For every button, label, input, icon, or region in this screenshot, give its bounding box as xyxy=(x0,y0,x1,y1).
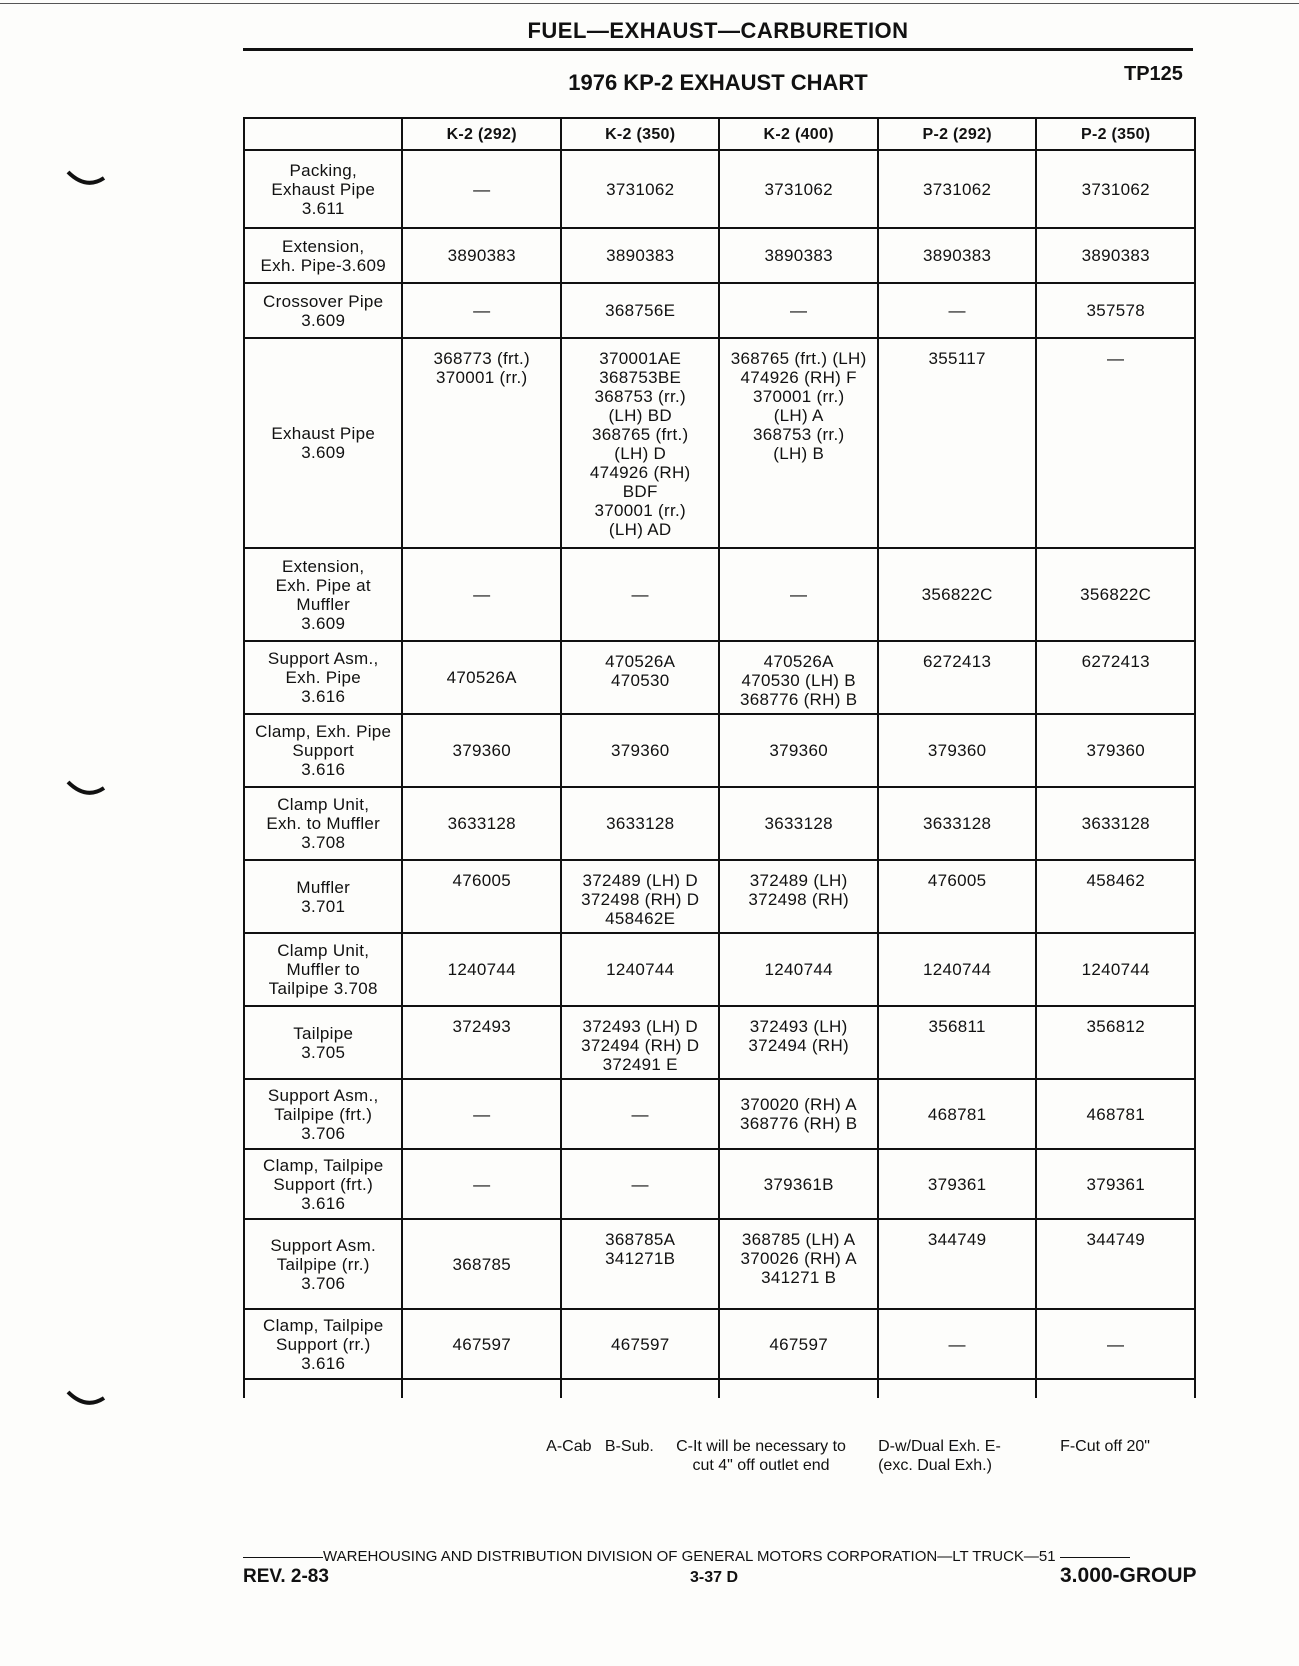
part-number-line: 6272413 xyxy=(923,652,992,671)
part-number-cell xyxy=(402,787,560,860)
part-number-cell xyxy=(1036,548,1195,641)
part-number-line: 3890383 xyxy=(447,246,516,265)
part-number-cell xyxy=(402,548,560,641)
note-line: A-Cab xyxy=(546,1438,592,1455)
part-number-line: 6272413 xyxy=(1081,652,1150,671)
table-tail-cell xyxy=(719,1379,877,1398)
part-number-line: 379360 xyxy=(769,741,828,760)
binder-hole-mark xyxy=(66,778,106,802)
note-line: D-w/Dual Exh. xyxy=(878,1438,981,1455)
table-row xyxy=(244,1219,1195,1309)
part-number-cell xyxy=(1036,283,1195,338)
part-number-cell xyxy=(561,338,719,548)
part-number-line: 3890383 xyxy=(1081,246,1150,265)
part-number-line: 372493 xyxy=(452,1017,511,1036)
part-number-line: 470526A xyxy=(605,652,676,671)
part-name-line: Exhaust Pipe xyxy=(271,424,376,443)
chart-title: 1976 KP-2 EXHAUST CHART xyxy=(568,70,868,95)
part-number-line: 467597 xyxy=(769,1334,828,1354)
table-row xyxy=(244,714,1195,787)
part-number-cell xyxy=(402,933,560,1006)
part-number-line: 470526A xyxy=(446,668,517,687)
part-number-line: 1240744 xyxy=(764,960,833,979)
part-number-line: 368753BE xyxy=(599,368,682,387)
part-number-cell xyxy=(402,283,560,338)
part-name-line: 3.609 xyxy=(301,443,346,462)
part-name-cell xyxy=(244,1309,402,1379)
part-number-cell xyxy=(561,714,719,787)
part-number-line: 356812 xyxy=(1086,1017,1145,1036)
part-name-line: Clamp, Exh. Pipe xyxy=(255,722,392,741)
part-number-line: 3633128 xyxy=(764,814,833,833)
part-name-line: Extension, xyxy=(282,556,365,576)
part-number-line: 372498 (RH) xyxy=(748,890,850,909)
part-number-line: 368785 (LH) A xyxy=(741,1230,856,1249)
column-header xyxy=(244,118,402,150)
revision-label: REV. 2-83 xyxy=(243,1566,329,1587)
part-name-cell xyxy=(244,933,402,1006)
part-number-line: 341271B xyxy=(605,1249,676,1268)
part-name-line: Clamp Unit, xyxy=(277,941,370,960)
part-number-cell xyxy=(878,714,1036,787)
part-number-line: 356811 xyxy=(928,1017,986,1036)
part-name-line: Exh. Pipe at xyxy=(275,575,371,595)
part-number-line: 372489 (LH) xyxy=(749,871,848,890)
top-edge-line xyxy=(0,3,1299,4)
part-number-cell xyxy=(719,1149,877,1219)
column-header: P-2 (350) xyxy=(1036,118,1195,150)
part-number-cell xyxy=(402,714,560,787)
section-title: FUEL—EXHAUST—CARBURETION xyxy=(527,18,909,43)
table-row xyxy=(244,787,1195,860)
part-name-line: Tailpipe xyxy=(293,1023,354,1043)
part-number-line: (LH) AD xyxy=(608,520,672,539)
part-name-line: Clamp, Tailpipe xyxy=(263,1155,384,1175)
part-number-line: 470530 xyxy=(610,671,670,690)
part-number-cell xyxy=(878,150,1036,228)
part-number-line: 368765 (frt.) (LH) xyxy=(730,349,867,368)
part-number-cell xyxy=(878,933,1036,1006)
part-number-cell xyxy=(1036,860,1195,933)
part-number-line: — xyxy=(1107,1334,1125,1354)
column-header: K-2 (350) xyxy=(561,118,719,150)
part-number-cell xyxy=(402,150,560,228)
part-number-line: — xyxy=(631,1104,649,1124)
part-number-line: 468781 xyxy=(1086,1104,1145,1124)
part-name-line: 3.616 xyxy=(301,1353,346,1373)
part-number-line: 379360 xyxy=(610,741,670,760)
part-number-line: 368756E xyxy=(605,301,676,320)
part-name-cell xyxy=(244,787,402,860)
part-name-cell xyxy=(244,150,402,228)
part-number-cell xyxy=(878,641,1036,714)
part-number-cell xyxy=(878,1219,1036,1309)
part-number-line: 3633128 xyxy=(447,814,516,833)
part-name-line: 3.705 xyxy=(301,1042,346,1062)
note-line: cut 4" off outlet end xyxy=(692,1457,830,1474)
part-number-line: — xyxy=(790,585,808,604)
part-number-cell xyxy=(561,787,719,860)
part-name-cell xyxy=(244,338,402,548)
part-number-line: 368776 (RH) B xyxy=(740,1114,858,1133)
part-number-line: 470526A xyxy=(763,652,834,671)
part-number-cell xyxy=(719,228,877,283)
part-number-cell xyxy=(878,548,1036,641)
part-number-cell xyxy=(878,1006,1036,1079)
part-number-line: 370001 (rr.) xyxy=(594,501,686,520)
table-tail-cell xyxy=(1036,1379,1195,1398)
part-number-line: 372498 (RH) D xyxy=(581,890,700,909)
note-line: C-It will be xyxy=(676,1438,751,1455)
part-name-line: Support Asm., xyxy=(267,649,379,668)
part-number-line: 379361 xyxy=(927,1174,987,1194)
part-name-line: Support Asm., xyxy=(267,1085,379,1105)
part-number-line: 368785A xyxy=(605,1230,676,1249)
part-number-line: — xyxy=(948,301,966,320)
part-number-line: 476005 xyxy=(452,871,511,890)
binder-hole-mark xyxy=(66,1388,106,1412)
footer-dash xyxy=(1060,1557,1130,1558)
table-row xyxy=(244,1079,1195,1149)
part-name-line: Tailpipe 3.708 xyxy=(268,979,378,998)
part-number-line: 379361 xyxy=(1086,1174,1145,1194)
note-line: necessary to xyxy=(755,1438,846,1455)
part-number-cell xyxy=(402,860,560,933)
part-name-line: Support xyxy=(292,741,355,760)
part-number-line: 458462 xyxy=(1086,871,1145,890)
table-tail-row xyxy=(244,1379,1195,1398)
part-number-line: 3633128 xyxy=(606,814,675,833)
part-name-line: Packing, xyxy=(289,160,358,180)
part-number-cell xyxy=(719,1219,877,1309)
part-name-cell xyxy=(244,714,402,787)
part-number-line: 467597 xyxy=(452,1334,511,1354)
part-number-cell xyxy=(878,860,1036,933)
part-number-line: — xyxy=(631,1174,649,1194)
part-number-line: 368776 (RH) B xyxy=(740,690,858,709)
part-number-cell xyxy=(1036,1219,1195,1309)
part-name-line: 3.616 xyxy=(301,1193,346,1213)
part-number-line: 468781 xyxy=(927,1104,987,1124)
part-number-line: 370026 (RH) A xyxy=(740,1249,857,1268)
part-number-cell xyxy=(561,641,719,714)
part-name-line: 3.708 xyxy=(301,833,346,852)
part-number-cell xyxy=(719,283,877,338)
part-number-line: — xyxy=(948,1334,966,1354)
part-number-line: 379360 xyxy=(927,741,987,760)
table-row xyxy=(244,338,1195,548)
part-number-line: 379361B xyxy=(763,1174,834,1194)
part-name-line: 3.706 xyxy=(301,1273,346,1293)
part-number-line: 368753 (rr.) xyxy=(594,387,686,406)
part-number-cell xyxy=(878,1079,1036,1149)
part-number-cell xyxy=(561,1149,719,1219)
part-number-line: 3731062 xyxy=(764,179,833,199)
page-number: 3-37 D xyxy=(690,1569,739,1586)
table-header-row xyxy=(244,118,1195,150)
part-number-line: — xyxy=(473,179,491,199)
part-number-cell xyxy=(402,1309,560,1379)
footnote-dual-exh xyxy=(860,1437,1010,1475)
part-name-line: Exh. to Muffler xyxy=(266,814,381,833)
part-number-cell xyxy=(561,283,719,338)
part-number-line: 474926 (RH) F xyxy=(740,368,857,387)
table-row xyxy=(244,641,1195,714)
part-number-line: 3890383 xyxy=(923,246,992,265)
part-number-cell xyxy=(1036,150,1195,228)
part-number-line: — xyxy=(631,585,649,604)
part-number-cell xyxy=(719,860,877,933)
part-number-line: 3890383 xyxy=(606,246,675,265)
part-number-cell xyxy=(878,1309,1036,1379)
part-number-cell xyxy=(561,548,719,641)
part-name-cell xyxy=(244,860,402,933)
part-number-line: 458462E xyxy=(605,909,676,928)
table-row xyxy=(244,1149,1195,1219)
part-number-line: BDF xyxy=(622,482,658,501)
part-number-cell xyxy=(719,1006,877,1079)
note-line xyxy=(869,1438,873,1455)
table-tail-cell xyxy=(878,1379,1036,1398)
part-number-line: — xyxy=(473,1174,491,1194)
part-name-line: Support (rr.) xyxy=(275,1334,371,1354)
part-number-cell xyxy=(402,1219,560,1309)
part-number-line: 372493 (LH) xyxy=(749,1017,848,1036)
part-number-line: — xyxy=(1107,349,1125,368)
part-name-cell xyxy=(244,283,402,338)
part-number-line: 356822C xyxy=(921,585,993,604)
part-name-line: 3.609 xyxy=(301,613,346,633)
column-header: K-2 (400) xyxy=(719,118,877,150)
part-number-line: 474926 (RH) xyxy=(589,463,691,482)
part-number-line: 357578 xyxy=(1086,301,1145,320)
footer-dash xyxy=(243,1557,323,1558)
part-number-cell xyxy=(402,338,560,548)
part-number-cell xyxy=(719,641,877,714)
part-number-line: 1240744 xyxy=(923,960,992,979)
group-label: 3.000-GROUP xyxy=(1060,1564,1197,1587)
note-line xyxy=(1051,1438,1055,1455)
part-number-cell xyxy=(1036,714,1195,787)
header-rule xyxy=(243,48,1193,51)
part-name-cell xyxy=(244,1079,402,1149)
part-number-cell xyxy=(878,283,1036,338)
part-number-cell xyxy=(561,228,719,283)
part-name-line: 3.616 xyxy=(301,760,346,779)
part-number-line: (LH) BD xyxy=(608,406,672,425)
part-number-cell xyxy=(402,641,560,714)
part-name-cell xyxy=(244,1219,402,1309)
part-number-cell xyxy=(1036,1309,1195,1379)
part-name-cell xyxy=(244,1149,402,1219)
part-number-line: 368753 (rr.) xyxy=(752,425,845,444)
footnote-cut-off xyxy=(1030,1437,1180,1456)
part-number-line: 370001 (rr.) xyxy=(435,368,528,387)
part-name-line: 3.616 xyxy=(301,687,346,706)
part-number-cell xyxy=(1036,641,1195,714)
part-number-cell xyxy=(561,933,719,1006)
part-number-cell xyxy=(561,860,719,933)
part-number-cell xyxy=(561,1006,719,1079)
note-line: E-(exc. Dual Exh.) xyxy=(878,1438,1001,1474)
part-number-line: 341271 B xyxy=(761,1268,837,1287)
part-number-line: 3731062 xyxy=(606,179,675,199)
part-number-cell xyxy=(719,338,877,548)
part-number-line: (LH) A xyxy=(773,406,824,425)
part-name-line: Extension, xyxy=(282,236,365,256)
part-number-cell xyxy=(719,714,877,787)
table-tail-cell xyxy=(244,1379,402,1398)
part-number-line: (LH) B xyxy=(773,444,825,463)
part-number-line: 370020 (RH) A xyxy=(740,1095,857,1114)
part-number-line: 379360 xyxy=(1086,741,1145,760)
part-number-line: 476005 xyxy=(927,871,987,890)
table-row xyxy=(244,933,1195,1006)
table-row xyxy=(244,1309,1195,1379)
part-number-cell xyxy=(878,1149,1036,1219)
note-line xyxy=(596,1438,600,1455)
part-number-cell xyxy=(1036,1006,1195,1079)
part-number-line: 3731062 xyxy=(1081,179,1150,199)
part-number-cell xyxy=(402,228,560,283)
part-number-cell xyxy=(402,1079,560,1149)
column-header: P-2 (292) xyxy=(878,118,1036,150)
part-number-line: 3890383 xyxy=(764,246,833,265)
part-name-line: Tailpipe (rr.) xyxy=(276,1254,370,1274)
part-number-line: 370001 (rr.) xyxy=(752,387,845,406)
table-tail-cell xyxy=(561,1379,719,1398)
part-name-line: Muffler xyxy=(296,877,351,897)
table-row xyxy=(244,150,1195,228)
part-number-line: 344749 xyxy=(927,1230,987,1249)
part-number-line: 372493 (LH) D xyxy=(582,1017,698,1036)
part-number-line: — xyxy=(473,1104,491,1124)
part-number-cell xyxy=(719,933,877,1006)
part-number-line: — xyxy=(473,301,491,320)
note-line: F-Cut off 20" xyxy=(1060,1438,1150,1455)
part-number-line: (LH) D xyxy=(614,444,667,463)
part-number-cell xyxy=(1036,933,1195,1006)
part-number-line: 355117 xyxy=(928,349,986,368)
part-number-line: 356822C xyxy=(1080,585,1152,604)
part-number-cell xyxy=(719,150,877,228)
part-number-cell xyxy=(402,1006,560,1079)
part-name-cell xyxy=(244,1006,402,1079)
table-row xyxy=(244,283,1195,338)
part-number-line: 1240744 xyxy=(1081,960,1150,979)
note-line xyxy=(1154,1438,1158,1455)
part-number-cell xyxy=(1036,787,1195,860)
part-number-line: — xyxy=(473,585,491,604)
table-tail-cell xyxy=(402,1379,560,1398)
part-name-line: Crossover Pipe xyxy=(263,291,384,311)
exhaust-parts-table xyxy=(243,117,1196,1398)
part-number-line: 3731062 xyxy=(923,179,992,199)
table-row xyxy=(244,228,1195,283)
part-number-cell xyxy=(1036,338,1195,548)
part-number-line: 372494 (RH) xyxy=(748,1036,850,1055)
part-number-cell xyxy=(1036,228,1195,283)
part-number-cell xyxy=(719,787,877,860)
footer-division-text: WAREHOUSING AND DISTRIBUTION DIVISION OF GENERAL MOTORS CORPORATION—LT TRUCK—51 xyxy=(323,1548,1056,1565)
part-number-line: 470530 (LH) B xyxy=(741,671,856,690)
part-name-line: Muffler to xyxy=(286,960,361,979)
column-header: K-2 (292) xyxy=(402,118,560,150)
part-number-line: 370001AE xyxy=(599,349,682,368)
part-number-cell xyxy=(1036,1079,1195,1149)
note-line: B-Sub. xyxy=(604,1438,654,1455)
part-number-cell xyxy=(878,787,1036,860)
part-number-line: 379360 xyxy=(452,741,511,760)
page-code: TP125 xyxy=(1124,63,1183,85)
part-number-cell xyxy=(1036,1149,1195,1219)
part-name-cell xyxy=(244,228,402,283)
part-name-line: 3.611 xyxy=(301,198,345,218)
part-name-cell xyxy=(244,641,402,714)
part-number-line: 3633128 xyxy=(1081,814,1150,833)
part-number-line: 467597 xyxy=(610,1334,670,1354)
table-row xyxy=(244,1006,1195,1079)
part-name-line: Clamp, Tailpipe xyxy=(263,1315,384,1335)
part-number-line: 3633128 xyxy=(923,814,992,833)
footer-division-line xyxy=(243,1548,1206,1565)
table-row xyxy=(244,548,1195,641)
part-number-line: 368773 (frt.) xyxy=(433,349,530,368)
part-number-cell xyxy=(402,1149,560,1219)
part-number-line: 1240744 xyxy=(447,960,516,979)
part-name-line: Exh. Pipe xyxy=(285,668,361,687)
part-name-line: Support (frt.) xyxy=(273,1174,374,1194)
part-number-line: 344749 xyxy=(1086,1230,1145,1249)
part-number-line: 1240744 xyxy=(606,960,675,979)
part-number-cell xyxy=(719,1079,877,1149)
part-name-line: Exhaust Pipe xyxy=(271,179,376,199)
part-number-cell xyxy=(561,150,719,228)
part-name-line: Tailpipe (frt.) xyxy=(274,1104,373,1124)
part-number-line: 372489 (LH) D xyxy=(582,871,698,890)
footnote-cab-sub xyxy=(530,1437,670,1456)
part-number-line: 368765 (frt.) xyxy=(591,425,689,444)
part-name-line: 3.701 xyxy=(301,896,346,916)
part-number-cell xyxy=(878,338,1036,548)
binder-hole-mark xyxy=(66,168,106,192)
part-number-cell xyxy=(878,228,1036,283)
part-number-cell xyxy=(561,1309,719,1379)
part-name-line: Support Asm. xyxy=(270,1235,377,1255)
part-number-line: — xyxy=(790,301,808,320)
part-number-cell xyxy=(561,1219,719,1309)
part-name-line: Clamp Unit, xyxy=(277,795,370,814)
part-name-cell xyxy=(244,548,402,641)
part-name-line: 3.609 xyxy=(301,310,346,330)
part-name-line: Muffler xyxy=(296,594,351,614)
part-number-cell xyxy=(561,1079,719,1149)
part-name-line: 3.706 xyxy=(301,1123,346,1143)
part-number-cell xyxy=(719,1309,877,1379)
part-number-line: 372494 (RH) D xyxy=(581,1036,700,1055)
part-number-line: 372491 E xyxy=(602,1055,678,1074)
part-number-cell xyxy=(719,548,877,641)
part-number-line: 368785 xyxy=(452,1254,511,1274)
table-row xyxy=(244,860,1195,933)
footnote-outlet xyxy=(666,1437,856,1475)
part-name-line: Exh. Pipe-3.609 xyxy=(260,255,386,275)
